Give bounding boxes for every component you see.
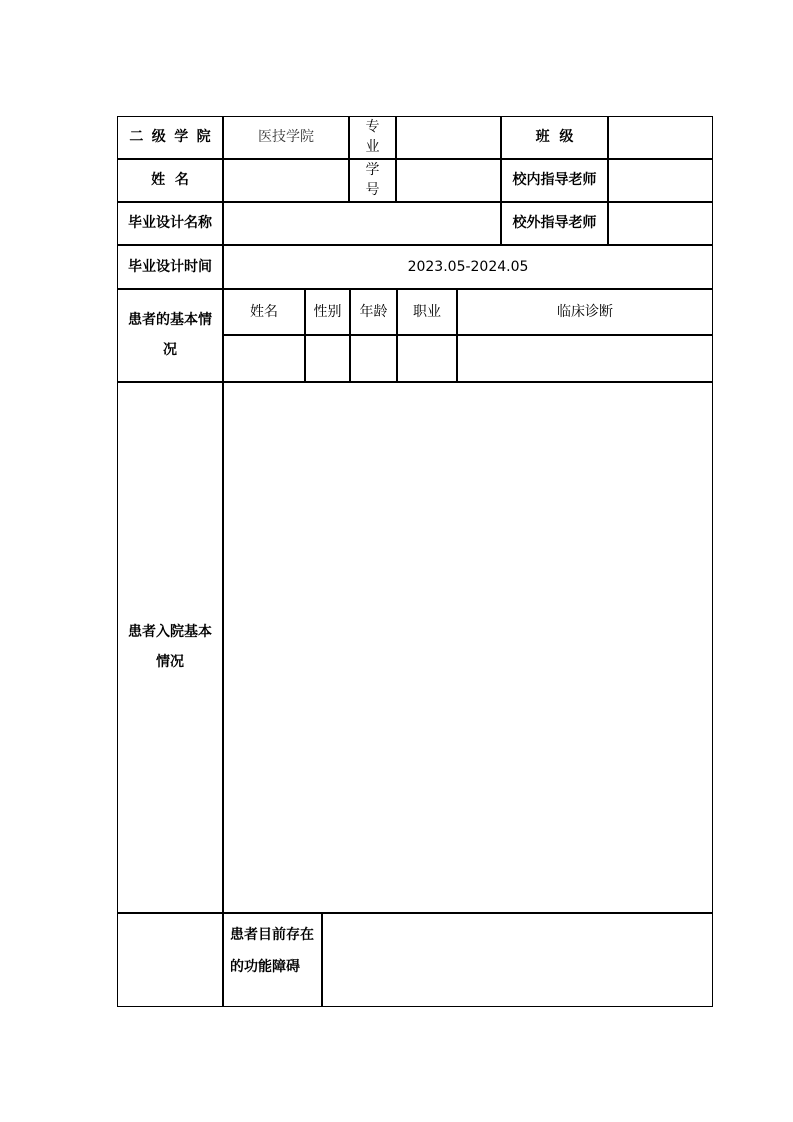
college-value: 医技学院 [223,116,349,159]
student-id-label-char-2: 号 [365,181,380,198]
major-label [349,116,396,159]
design-time-label: 毕业设计时间 [117,245,223,289]
design-time-value: 2023.05-2024.05 [223,245,713,289]
dysfunction-value[interactable] [322,913,713,1007]
inner-teacher-value[interactable] [608,159,713,202]
col-header-gender: 性别 [305,289,350,335]
student-id-label [349,159,396,202]
outer-teacher-value[interactable] [608,202,713,245]
class-label: 班 级 [501,116,608,159]
major-label-char-1: 专 [365,118,380,135]
patient-gender-value[interactable] [305,335,350,382]
col-header-occupation: 职业 [397,289,457,335]
patient-age-value[interactable] [350,335,397,382]
major-value[interactable] [396,116,501,159]
patient-occupation-value[interactable] [397,335,457,382]
col-header-diagnosis: 临床诊断 [457,289,713,335]
outer-teacher-label: 校外指导老师 [501,202,608,245]
student-id-label-char-1: 学 [365,161,380,178]
name-label: 姓 名 [117,159,223,202]
dysfunction-label: 患者目前存在的功能障碍 [223,913,322,1007]
class-value[interactable] [608,116,713,159]
col-header-name: 姓名 [223,289,305,335]
college-label: 二级学院 [117,116,223,159]
admission-value[interactable] [223,382,713,913]
patient-diagnosis-value[interactable] [457,335,713,382]
name-value[interactable] [223,159,349,202]
patient-basic-label: 患者的基本情况 [117,289,223,382]
inner-teacher-label: 校内指导老师 [501,159,608,202]
design-name-value[interactable] [223,202,501,245]
dysfunction-blank-cell [117,913,223,1007]
student-id-value[interactable] [396,159,501,202]
col-header-age: 年龄 [350,289,397,335]
patient-name-value[interactable] [223,335,305,382]
design-name-label: 毕业设计名称 [117,202,223,245]
major-label-char-2: 业 [365,138,380,155]
admission-label: 患者入院基本情况 [117,382,223,913]
